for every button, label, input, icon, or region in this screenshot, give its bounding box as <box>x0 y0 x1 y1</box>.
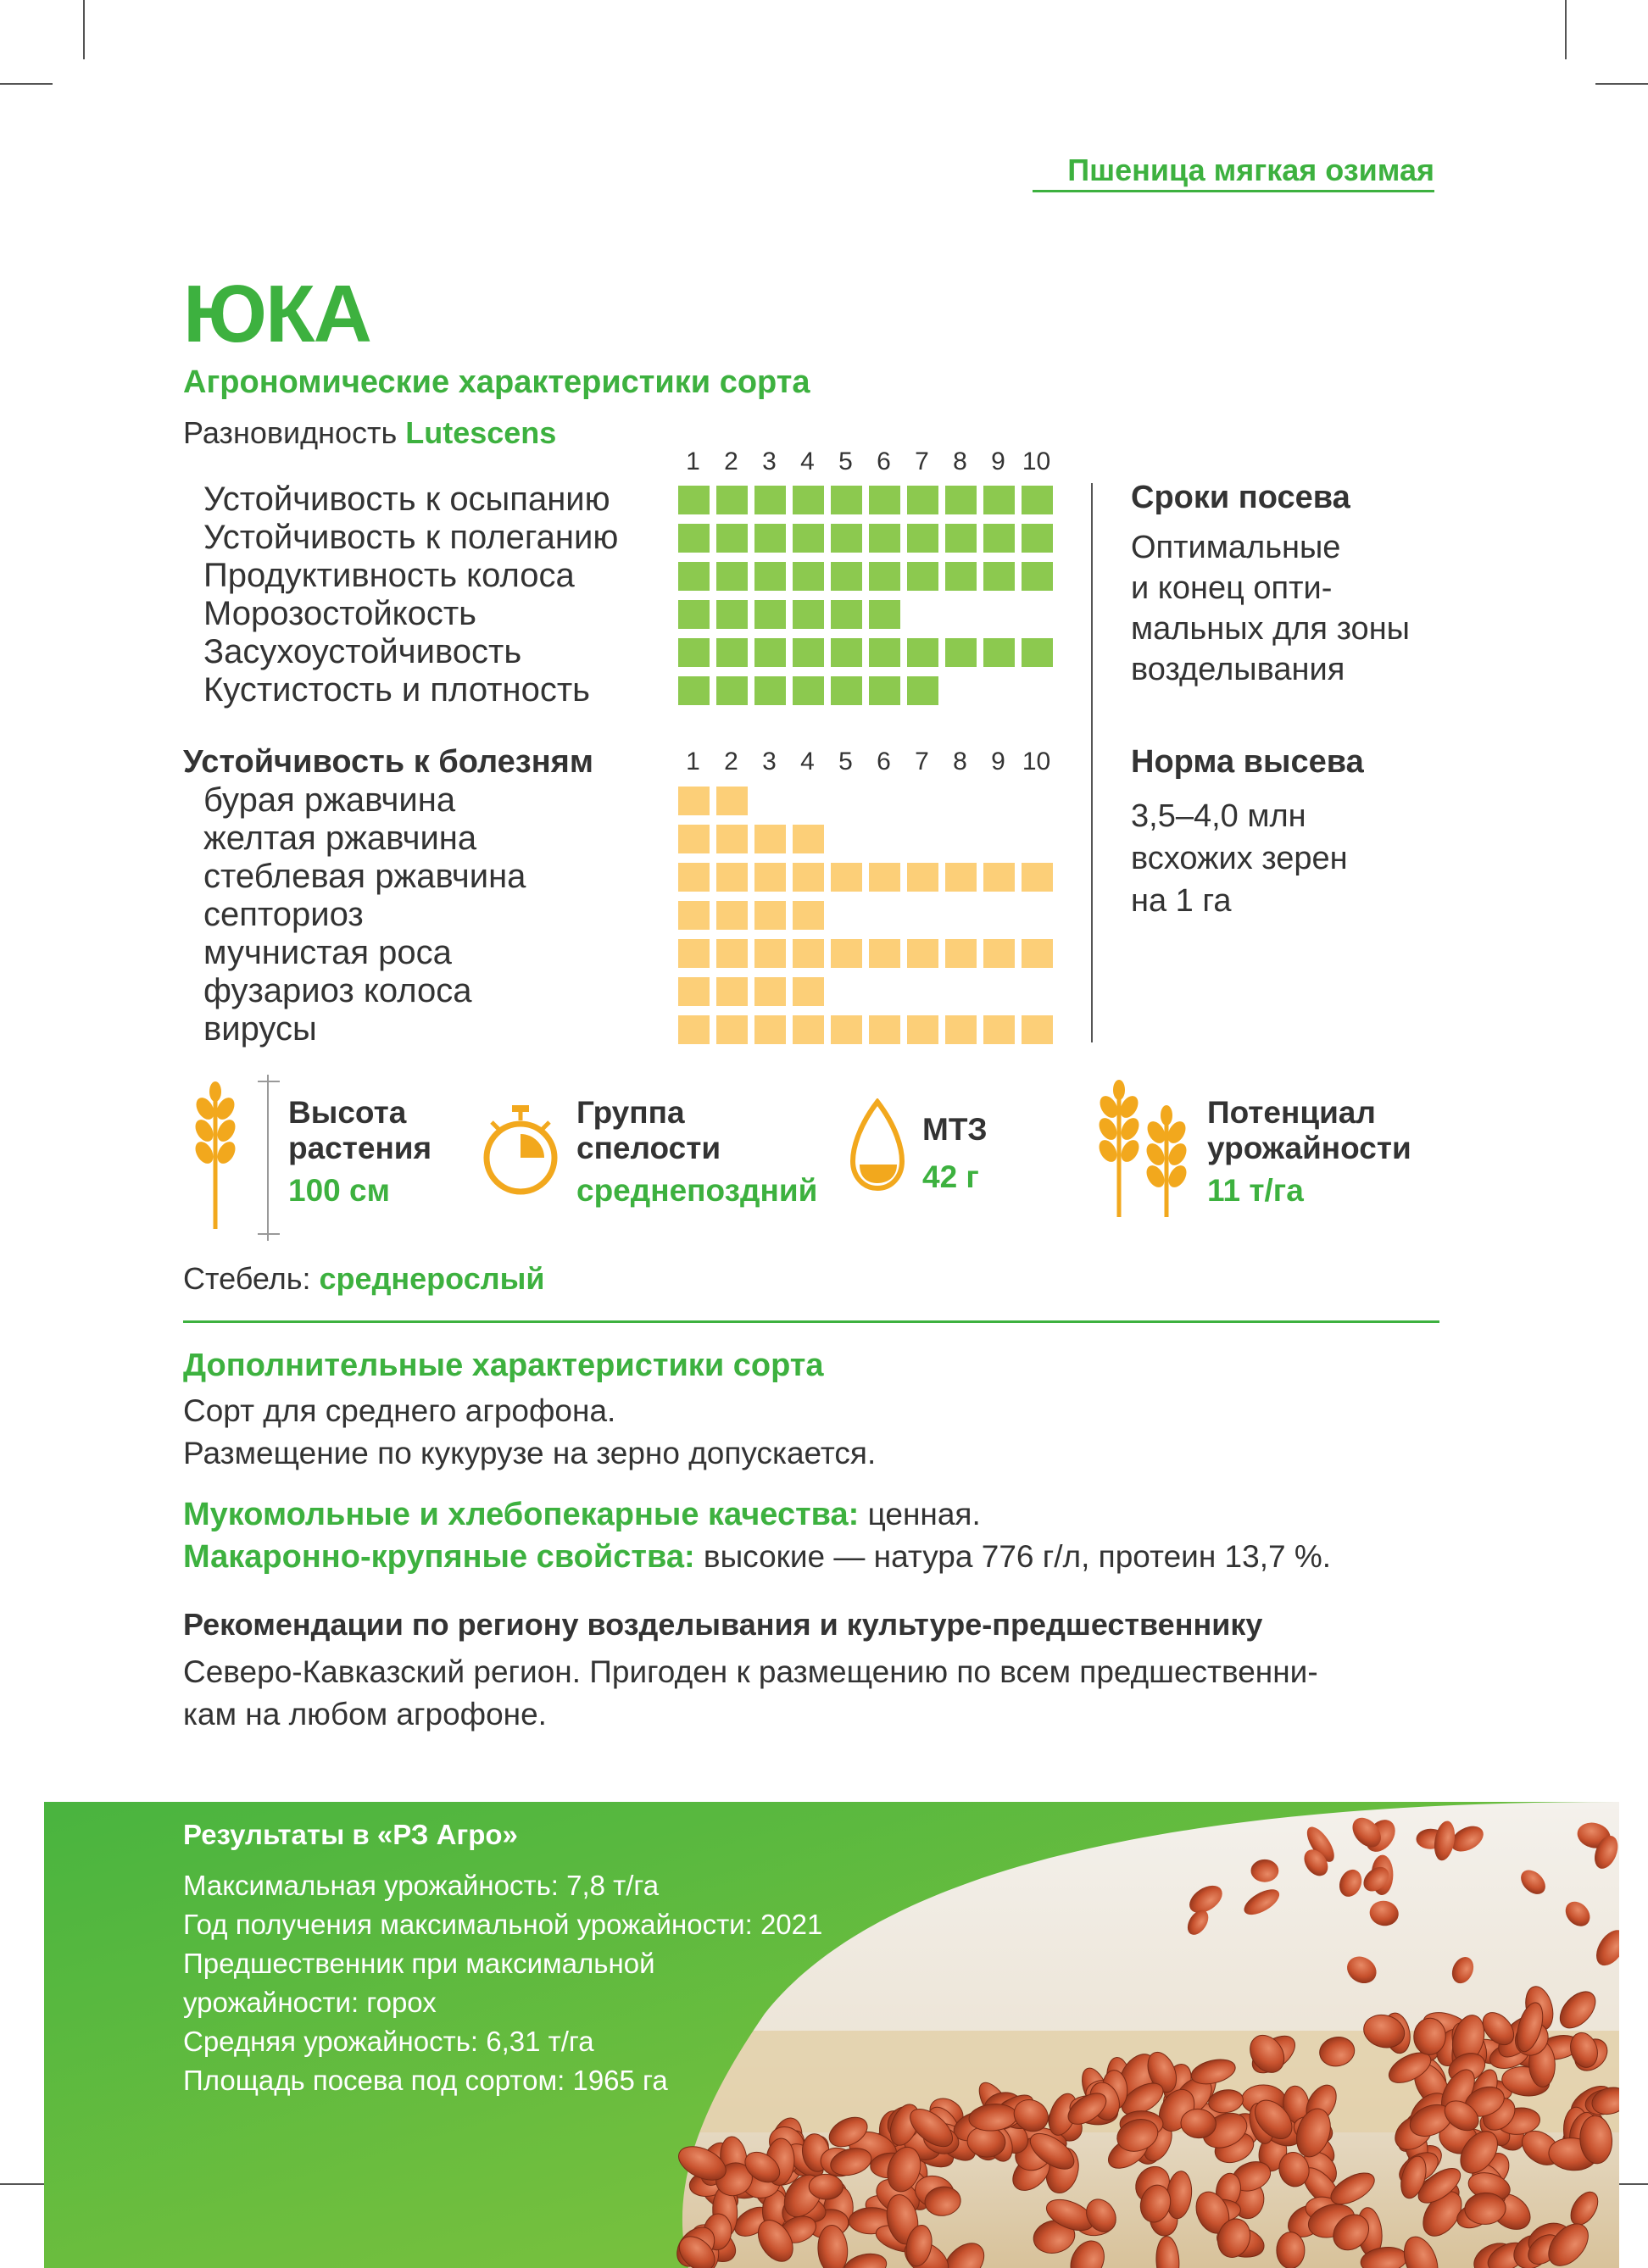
disease-scale-tick: 6 <box>877 748 891 775</box>
trait-labels <box>203 481 618 709</box>
milling-label: Мукомольные и хлебопекарные качества: <box>183 1497 860 1532</box>
trait-scale-tick: 4 <box>800 447 815 475</box>
trait-grid <box>678 481 1060 709</box>
trait-rating-cell <box>1022 524 1053 553</box>
trait-rating-row <box>678 557 1060 595</box>
disease-grid <box>678 781 1060 1048</box>
disease-rating-cell <box>678 787 710 815</box>
disease-rating-row <box>678 858 1060 896</box>
disease-rating-cell <box>754 977 786 1006</box>
disease-rating-cell <box>716 1015 748 1044</box>
wheat-height-icon <box>176 1075 287 1241</box>
stopwatch-icon <box>480 1103 561 1202</box>
trait-rating-cell <box>793 524 824 553</box>
trait-rating-cell <box>983 524 1015 553</box>
disease-label: бурая ржавчина <box>203 781 456 819</box>
disease-scale-tick: 3 <box>762 748 777 775</box>
pasta-value: высокие — натура 776 г/л, протеин 13,7 %. <box>703 1539 1332 1574</box>
trait-rating-cell <box>716 562 748 591</box>
results-line: Год получения максимальной урожайности: 2021 <box>183 1909 823 1940</box>
extra-line2: Размещение по кукурузе на зерно допускается. <box>183 1436 877 1470</box>
yield-label-line2: урожайности <box>1207 1131 1411 1165</box>
extra-text <box>183 1390 876 1475</box>
yield-value: 11 т/га <box>1207 1173 1304 1208</box>
disease-rating-cell <box>793 825 824 853</box>
disease-rating-cell <box>945 939 977 968</box>
trait-rating-cell <box>793 562 824 591</box>
disease-rating-cell <box>716 787 748 815</box>
height-label <box>288 1095 431 1166</box>
trait-rating-cell <box>754 638 786 667</box>
disease-heading: Устойчивость к болезням <box>183 744 593 780</box>
disease-label: желтая ржавчина <box>203 820 477 857</box>
milling-value: ценная. <box>867 1497 981 1531</box>
ripeness-value: среднепоздний <box>576 1173 818 1208</box>
trait-rating-cell <box>869 600 900 629</box>
disease-rating-cell <box>907 939 938 968</box>
crop-mark <box>83 0 85 59</box>
trait-rating-cell <box>678 676 710 705</box>
trait-rating-cell <box>793 676 824 705</box>
ripeness-label-line1: Группа <box>576 1095 685 1130</box>
disease-rating-cell <box>754 825 786 853</box>
trait-label: Засухоустойчивость <box>203 633 522 670</box>
trait-rating-cell <box>678 486 710 514</box>
trait-rating-cell <box>869 638 900 667</box>
stem-value: среднерослый <box>319 1261 545 1296</box>
section-subtitle: Агрономические характеристики сорта <box>183 364 810 400</box>
sowing-line: Оптимальные <box>1131 530 1341 565</box>
trait-rating-cell <box>1022 638 1053 667</box>
disease-rating-cell <box>678 825 710 853</box>
vertical-divider <box>1091 483 1093 1042</box>
trait-rating-cell <box>831 562 862 591</box>
sowing-line: возделывания <box>1131 652 1345 687</box>
trait-scale-tick: 2 <box>724 447 738 475</box>
trait-rating-cell <box>983 562 1015 591</box>
disease-scale-tick: 8 <box>953 748 967 775</box>
section-divider <box>183 1320 1439 1323</box>
trait-rating-cell <box>716 676 748 705</box>
results-line: Максимальная урожайность: 7,8 т/га <box>183 1870 660 1901</box>
disease-rating-cell <box>716 939 748 968</box>
trait-rating-cell <box>678 562 710 591</box>
trait-rating-cell <box>831 676 862 705</box>
disease-rating-row <box>678 934 1060 972</box>
trait-rating-row <box>678 633 1060 671</box>
disease-rating-cell <box>793 977 824 1006</box>
trait-rating-cell <box>754 524 786 553</box>
disease-label: вирусы <box>203 1010 317 1048</box>
trait-label: Устойчивость к осыпанию <box>203 481 610 518</box>
trait-rating-cell <box>869 562 900 591</box>
crop-mark <box>1595 83 1648 85</box>
trait-rating-cell <box>907 524 938 553</box>
trait-scale-tick: 8 <box>953 447 967 475</box>
region-title: Рекомендации по региону возделывания и культуре-предшественнику <box>183 1607 1263 1642</box>
trait-rating-cell <box>793 600 824 629</box>
disease-rating-cell <box>716 977 748 1006</box>
trait-rating-cell <box>983 486 1015 514</box>
trait-rating-cell <box>983 638 1015 667</box>
variety-type-label: Разновидность <box>183 415 398 450</box>
disease-rating-cell <box>983 863 1015 892</box>
sowing-line: мальных для зоны <box>1131 611 1410 647</box>
results-line: Средняя урожайность: 6,31 т/га <box>183 2026 594 2057</box>
disease-label: мучнистая роса <box>203 934 452 971</box>
trait-rating-cell <box>907 638 938 667</box>
extra-line1: Сорт для среднего агрофона. <box>183 1393 616 1428</box>
trait-rating-cell <box>831 600 862 629</box>
trait-rating-cell <box>716 600 748 629</box>
disease-scale-tick: 7 <box>915 748 929 775</box>
disease-rating-cell <box>793 863 824 892</box>
disease-rating-cell <box>945 863 977 892</box>
trait-rating-cell <box>945 562 977 591</box>
disease-scale-tick: 2 <box>724 748 738 775</box>
disease-rating-cell <box>793 1015 824 1044</box>
trait-rating-cell <box>831 638 862 667</box>
trait-rating-cell <box>945 524 977 553</box>
disease-rating-cell <box>1022 1015 1053 1044</box>
disease-rating-cell <box>678 901 710 930</box>
disease-scale <box>674 748 1055 776</box>
trait-rating-cell <box>869 486 900 514</box>
disease-rating-cell <box>716 901 748 930</box>
trait-rating-cell <box>907 562 938 591</box>
disease-rating-cell <box>678 939 710 968</box>
disease-rating-cell <box>678 977 710 1006</box>
disease-rating-cell <box>907 1015 938 1044</box>
quality-block <box>183 1493 1331 1578</box>
seeding-line: всхожих зерен <box>1131 841 1348 876</box>
disease-rating-cell <box>831 863 862 892</box>
disease-scale-tick: 1 <box>686 748 700 775</box>
trait-rating-cell <box>1022 486 1053 514</box>
milling-line <box>183 1493 1331 1536</box>
trait-rating-cell <box>678 524 710 553</box>
variety-title: ЮКА <box>183 269 370 359</box>
seeding-title: Норма высева <box>1131 744 1364 780</box>
disease-scale-tick: 10 <box>1022 748 1051 775</box>
disease-rating-cell <box>1022 863 1053 892</box>
results-title: Результаты в «РЗ Агро» <box>183 1819 518 1850</box>
disease-rating-cell <box>716 825 748 853</box>
pasta-line <box>183 1536 1331 1578</box>
seeding-text <box>1131 795 1348 922</box>
height-label-line2: растения <box>288 1131 432 1165</box>
trait-rating-cell <box>754 676 786 705</box>
region-line1: Северо-Кавказский регион. Пригоден к размещению по всем предшественни- <box>183 1654 1318 1689</box>
trait-rating-cell <box>754 600 786 629</box>
disease-label: стеблевая ржавчина <box>203 858 526 895</box>
disease-label: фузариоз колоса <box>203 972 472 1009</box>
trait-label: Морозостойкость <box>203 595 477 632</box>
ripeness-label-line2: спелости <box>576 1131 721 1165</box>
sowing-text <box>1131 527 1410 690</box>
stem-label: Стебель: <box>183 1261 311 1296</box>
trait-rating-cell <box>945 638 977 667</box>
trait-scale-tick: 7 <box>915 447 929 475</box>
trait-rating-cell <box>907 676 938 705</box>
disease-label: септориоз <box>203 896 364 933</box>
disease-rating-cell <box>869 939 900 968</box>
trait-rating-cell <box>754 486 786 514</box>
category-tag: Пшеница мягкая озимая <box>1067 153 1434 187</box>
disease-rating-cell <box>754 863 786 892</box>
disease-rating-cell <box>754 1015 786 1044</box>
disease-rating-cell <box>983 1015 1015 1044</box>
trait-rating-cell <box>1022 562 1053 591</box>
trait-rating-cell <box>869 524 900 553</box>
mtz-value: 42 г <box>922 1159 979 1194</box>
height-label-line1: Высота <box>288 1095 407 1130</box>
trait-rating-cell <box>831 486 862 514</box>
disease-rating-row <box>678 820 1060 858</box>
trait-scale-tick: 5 <box>838 447 853 475</box>
trait-scale-tick: 1 <box>686 447 700 475</box>
variety-type-value: Lutescens <box>405 415 557 450</box>
sowing-title: Сроки посева <box>1131 480 1350 515</box>
seeding-line: на 1 га <box>1131 883 1232 919</box>
trait-rating-cell <box>945 486 977 514</box>
disease-rating-cell <box>1022 939 1053 968</box>
yield-label <box>1207 1095 1411 1166</box>
trait-rating-cell <box>716 638 748 667</box>
trait-rating-cell <box>793 638 824 667</box>
trait-rating-cell <box>831 524 862 553</box>
disease-rating-cell <box>945 1015 977 1044</box>
disease-rating-row <box>678 972 1060 1010</box>
region-line2: кам на любом агрофоне. <box>183 1697 547 1732</box>
region-text <box>183 1651 1318 1736</box>
height-value: 100 см <box>288 1173 390 1208</box>
double-wheat-icon <box>1088 1075 1199 1219</box>
trait-scale-tick: 6 <box>877 447 891 475</box>
disease-rating-cell <box>754 939 786 968</box>
disease-rating-cell <box>793 939 824 968</box>
disease-rating-row <box>678 1010 1060 1048</box>
disease-rating-cell <box>869 1015 900 1044</box>
crop-mark <box>0 83 53 85</box>
sowing-line: и конец опти- <box>1131 570 1333 606</box>
falling-kernel <box>1251 1859 1279 1882</box>
trait-scale-tick: 9 <box>991 447 1005 475</box>
disease-rating-cell <box>907 863 938 892</box>
trait-rating-cell <box>907 486 938 514</box>
disease-rating-row <box>678 781 1060 820</box>
mtz-label: МТЗ <box>922 1112 988 1147</box>
pasta-label: Макаронно-крупяные свойства: <box>183 1539 695 1575</box>
trait-rating-row <box>678 481 1060 519</box>
disease-rating-cell <box>983 939 1015 968</box>
disease-rating-cell <box>716 863 748 892</box>
variety-type <box>183 415 556 451</box>
trait-scale <box>674 447 1055 476</box>
disease-scale-tick: 9 <box>991 748 1005 775</box>
disease-rating-cell <box>869 863 900 892</box>
results-line: Площадь посева под сортом: 1965 га <box>183 2065 668 2096</box>
trait-scale-tick: 10 <box>1022 447 1051 475</box>
category-underline <box>1033 190 1434 192</box>
grain-icon <box>848 1098 907 1192</box>
ripeness-label <box>576 1095 721 1166</box>
trait-scale-tick: 3 <box>762 447 777 475</box>
trait-label: Кустистость и плотность <box>203 671 590 709</box>
trait-rating-cell <box>754 562 786 591</box>
disease-labels <box>203 781 526 1048</box>
trait-rating-row <box>678 671 1060 709</box>
trait-label: Продуктивность колоса <box>203 557 575 594</box>
disease-rating-cell <box>831 1015 862 1044</box>
disease-rating-row <box>678 896 1060 934</box>
grain-kernel <box>1277 2232 1305 2268</box>
disease-scale-tick: 4 <box>800 748 815 775</box>
stem-info <box>183 1261 544 1297</box>
trait-rating-cell <box>716 486 748 514</box>
disease-rating-cell <box>678 863 710 892</box>
trait-rating-cell <box>793 486 824 514</box>
results-line: Предшественник при максимальной <box>183 1948 655 1979</box>
trait-rating-row <box>678 519 1060 557</box>
disease-scale-tick: 5 <box>838 748 853 775</box>
yield-label-line1: Потенциал <box>1207 1095 1376 1130</box>
disease-rating-cell <box>793 901 824 930</box>
disease-rating-cell <box>754 901 786 930</box>
results-line: урожайности: горох <box>183 1987 437 2018</box>
crop-mark <box>1565 0 1567 59</box>
trait-label: Устойчивость к полеганию <box>203 519 619 556</box>
trait-rating-cell <box>678 638 710 667</box>
trait-rating-cell <box>716 524 748 553</box>
disease-rating-cell <box>678 1015 710 1044</box>
seeding-line: 3,5–4,0 млн <box>1131 798 1306 834</box>
trait-rating-cell <box>678 600 710 629</box>
trait-rating-row <box>678 595 1060 633</box>
trait-rating-cell <box>869 676 900 705</box>
extra-title: Дополнительные характеристики сорта <box>183 1348 824 1383</box>
disease-rating-cell <box>831 939 862 968</box>
